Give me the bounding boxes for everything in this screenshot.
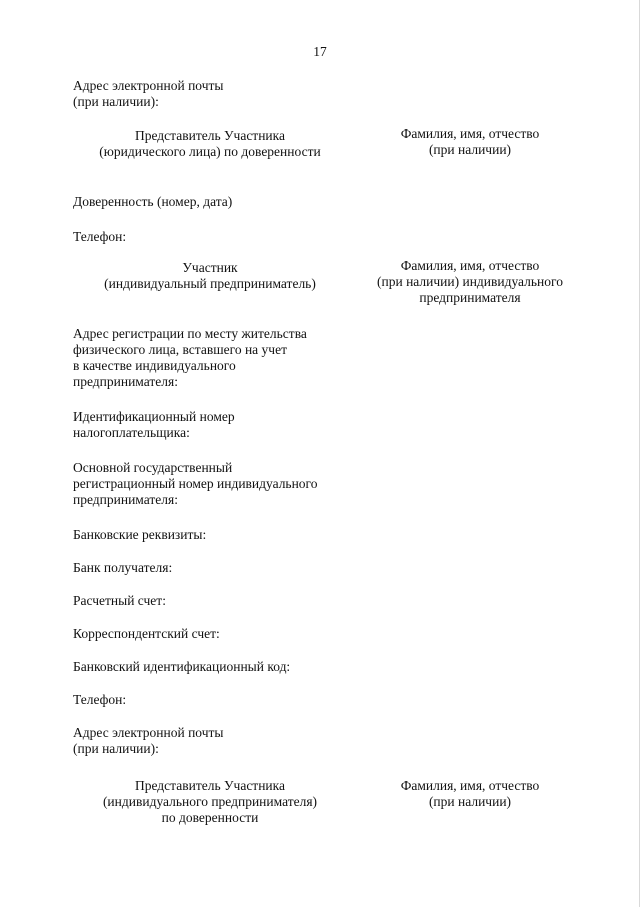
text-line: (юридического лица) по доверенности xyxy=(99,144,321,159)
entrepreneur-phone-label: Телефон: xyxy=(73,692,127,707)
text-line: предпринимателя: xyxy=(73,492,178,507)
correspondent-account-label: Корреспондентский счет: xyxy=(73,626,220,641)
text-line: Представитель Участника xyxy=(134,128,286,143)
text-line: Представитель Участника xyxy=(134,778,286,793)
text-line: (при наличии) индивидуального xyxy=(377,274,563,289)
bank-details-label: Банковские реквизиты: xyxy=(73,527,207,542)
text-line: предпринимателя xyxy=(419,290,521,305)
text-line: регистрационный номер индивидуального xyxy=(73,476,318,491)
bic-label: Банковский идентификационный код: xyxy=(73,659,291,674)
entrepreneur-email-label xyxy=(73,725,373,757)
text-line: Фамилия, имя, отчество xyxy=(400,258,540,273)
settlement-account-label: Расчетный счет: xyxy=(73,593,166,608)
legal-representative-name-label xyxy=(350,126,590,158)
text-line: (индивидуального предпринимателя) xyxy=(102,794,318,809)
registration-address-label xyxy=(73,326,373,390)
text-line: Фамилия, имя, отчество xyxy=(400,778,540,793)
legal-representative-label xyxy=(60,128,360,160)
text-line: налогоплательщика: xyxy=(73,425,190,440)
text-line: по доверенности xyxy=(161,810,259,825)
text-line: в качестве индивидуального xyxy=(73,358,236,373)
text-line: Адрес регистрации по месту жительства xyxy=(73,326,307,341)
text-line: (при наличии) xyxy=(428,142,512,157)
participant-name-label xyxy=(350,258,590,306)
legal-email-label xyxy=(73,78,373,110)
legal-phone-label: Телефон: xyxy=(73,229,127,244)
ogrnip-label xyxy=(73,460,373,508)
text-line: (при наличии): xyxy=(73,741,159,756)
text-line: (при наличии) xyxy=(428,794,512,809)
text-line: Фамилия, имя, отчество xyxy=(400,126,540,141)
text-line: Основной государственный xyxy=(73,460,233,475)
power-of-attorney-label: Доверенность (номер, дата) xyxy=(73,194,233,209)
entrepreneur-representative-label xyxy=(60,778,360,826)
bank-name-label: Банк получателя: xyxy=(73,560,173,575)
inn-label xyxy=(73,409,373,441)
text-line: Адрес электронной почты xyxy=(73,78,224,93)
text-line: Участник xyxy=(182,260,238,275)
page-number: 17 xyxy=(313,44,327,59)
entrepreneur-representative-name-label xyxy=(350,778,590,810)
text-line: предпринимателя: xyxy=(73,374,178,389)
text-line: Идентификационный номер xyxy=(73,409,235,424)
text-line: (при наличии): xyxy=(73,94,159,109)
text-line: физического лица, вставшего на учет xyxy=(73,342,287,357)
text-line: (индивидуальный предприниматель) xyxy=(104,276,316,291)
participant-label xyxy=(60,260,360,292)
text-line: Адрес электронной почты xyxy=(73,725,224,740)
